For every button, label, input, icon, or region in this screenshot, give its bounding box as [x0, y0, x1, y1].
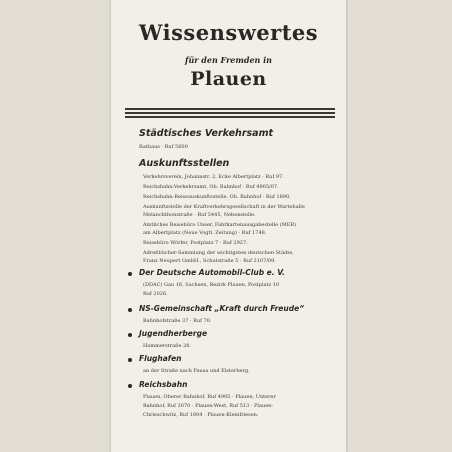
section-line: Auskunftsstelle der Kraftverkehrsgesellschaft in der Wartehalle: [143, 204, 305, 210]
bullet-icon: [128, 333, 132, 337]
divider-rule: [125, 112, 335, 114]
section-heading-auskunftsstellen: Auskunftsstellen: [139, 158, 230, 169]
leaflet-page: [111, 0, 346, 452]
leaflet-subtitle: für den Fremden in: [185, 55, 272, 65]
section-heading-reichsbahn: Reichsbahn: [139, 380, 188, 389]
section-heading-ddac: Der Deutsche Automobil-Club e. V.: [139, 268, 285, 277]
section-line: Reisebüro Wörfer, Postplatz 7 · Ruf 2927.: [143, 240, 248, 246]
section-heading-verkehrsamt: Städtisches Verkehrsamt: [139, 128, 274, 139]
section-heading-flughafen: Flughafen: [139, 354, 182, 363]
divider-rule: [125, 108, 335, 110]
section-line: Melanchthonstraße · Ruf 5445, Nebenstelle.: [143, 212, 256, 218]
section-line: Bahnhofstraße 37 · Ruf 70.: [143, 318, 212, 324]
bullet-icon: [128, 384, 132, 388]
section-line: Ruf 2026.: [143, 291, 168, 297]
section-line: Verkehrsverein, Johannstr. 2, Ecke Albertplatz · Ruf 97.: [143, 174, 284, 180]
section-line: am Albertplatz (Neue Vogtl. Zeitung) · Ruf 1748.: [143, 230, 267, 236]
section-line: Chrieschwitz, Ruf 1804 · Plauen-Kleinfriesen.: [143, 412, 259, 418]
section-line: Reichsbahn-Reiseauskunftsstelle, Ob. Bahnhof · Ruf 1890.: [143, 194, 291, 200]
section-line: Plauen, Oberer Bahnhof, Ruf 4905 · Plauen, Unterer: [143, 394, 276, 400]
leaflet-title: Wissenswertes: [138, 20, 319, 45]
section-line: Bahnhof, Ruf 2070 · Plauen-West, Ruf 513 · Plauen-: [143, 403, 274, 409]
section-line: Amtliches Reisebüro Unser, Fahrkartenausgabestelle (MER): [143, 222, 297, 228]
bullet-icon: [128, 272, 132, 276]
section-line: Hammerstraße 28.: [143, 343, 191, 349]
background-left: [0, 0, 111, 452]
section-line: Reichsbahn-Verkehrsamt, Ob. Bahnhof · Ruf 4905/07.: [143, 184, 279, 190]
section-line: Adreßbücher-Sammlung der wichtigsten deutschen Städte,: [143, 250, 294, 256]
leaflet-city: Plauen: [190, 68, 267, 90]
background-right: [346, 0, 452, 452]
section-line: Rathaus · Ruf 5600: [139, 144, 188, 150]
section-heading-kdf: NS-Gemeinschaft „Kraft durch Freude“: [139, 304, 304, 313]
section-line: an der Straße nach Pausa und Elsterberg.: [143, 368, 250, 374]
section-line: (DDAC) Gau 16, Sachsen, Bezirk Plauen, Postplatz 10: [143, 282, 280, 288]
bullet-icon: [128, 308, 132, 312]
section-heading-jugendherberge: Jugendherberge: [139, 329, 208, 338]
bullet-icon: [128, 358, 132, 362]
divider-rule: [125, 116, 335, 118]
section-line: Franz Neupert GmbH., Schulstraße 5 · Ruf 2107/09.: [143, 258, 276, 264]
